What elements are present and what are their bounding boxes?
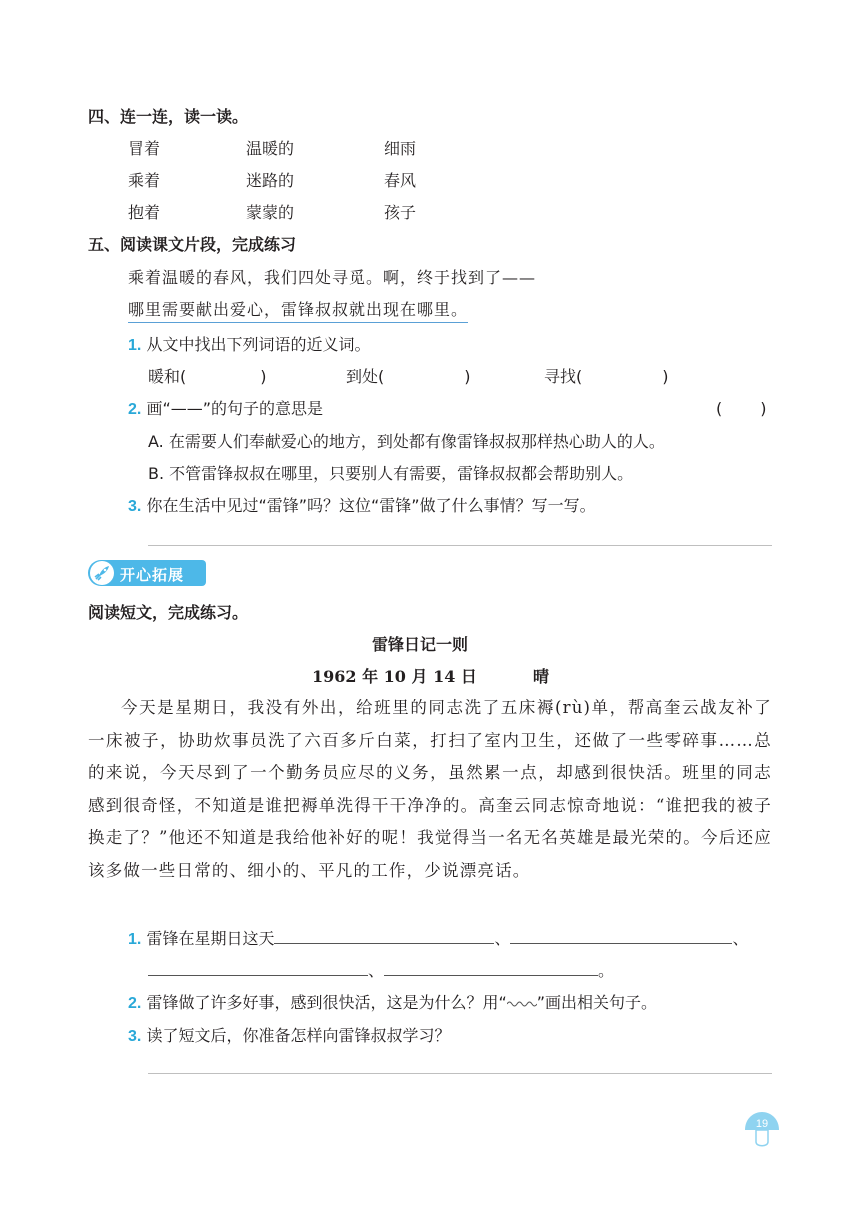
q5-1-number: 1. (128, 337, 142, 354)
match-left-3: 抱着 (128, 203, 161, 222)
reading-q1-line2 (148, 958, 614, 981)
reading-q2-text-a: 雷锋做了许多好事，感到很快活，这是为什么？用“ (146, 993, 507, 1012)
wavy-line-icon (507, 1000, 537, 1008)
excerpt-line-2-underlined: 哪里需要献出爱心，雷锋叔叔就出现在哪里。 (128, 297, 468, 323)
reading-q3-text: 读了短文后，你准备怎样向雷锋叔叔学习？ (146, 1026, 451, 1045)
answer-line-reading-q3[interactable] (148, 1073, 772, 1074)
synonym-3-label: 寻找( (544, 367, 583, 386)
q5-2-answer-paren[interactable]: ( ) (716, 399, 769, 418)
reading-q1-end: 。 (598, 961, 615, 980)
answer-line-q5-3[interactable] (148, 545, 772, 546)
reading-q1-text: 雷锋在星期日这天 (146, 929, 275, 948)
match-mid-3: 蒙蒙的 (246, 203, 295, 222)
q5-1-text: 从文中找出下列词语的近义词。 (146, 335, 371, 354)
page-number: 19 (755, 1118, 769, 1130)
synonym-2 (346, 364, 471, 387)
reading-q1-number: 1. (128, 931, 142, 948)
reading-q1-blank-4[interactable] (384, 959, 598, 976)
q5-3 (128, 493, 596, 516)
page-number-badge (742, 1108, 782, 1152)
option-b: B. 不管雷锋叔叔在哪里，只要别人有需要，雷锋叔叔都会帮助别人。 (148, 464, 634, 483)
reading-q3 (128, 1023, 450, 1046)
section4-title: 四、连一连，读一读。 (88, 107, 249, 126)
match-mid-1: 温暖的 (246, 139, 295, 158)
reading-q1-sep-1: 、 (494, 929, 511, 948)
reading-q2-number: 2. (128, 995, 142, 1012)
reading-q2-text-b: ”画出相关句子。 (536, 993, 658, 1012)
diary-weather: 晴 (533, 667, 550, 686)
q5-1 (128, 332, 370, 355)
expansion-banner (88, 560, 206, 586)
match-mid-2: 迷路的 (246, 171, 295, 190)
match-right-2: 春风 (384, 171, 417, 190)
diary-title: 雷锋日记一则 (372, 635, 469, 654)
q5-3-number: 3. (128, 498, 142, 515)
match-right-3: 孩子 (384, 203, 417, 222)
section5-title: 五、阅读课文片段，完成练习 (88, 235, 297, 254)
reading-q1-blank-3[interactable] (148, 959, 368, 976)
reading-q1-blank-1[interactable] (274, 927, 494, 944)
q5-2 (128, 396, 323, 419)
diary-paragraph: 今天是星期日，我没有外出，给班里的同志洗了五床褥(rù)单，帮高奎云战友补了一床被子，协助炊事员洗了六百多斤白菜，打扫了室内卫生，还做了一些零碎事……总的来说，今天尽到了一个勤务员应尽的义务，虽然累一点，却感到很快活。班里的同志感到很奇怪，不知道是谁把褥单洗得干干净净的。高奎云同志惊奇地说：“谁把我的被子换走了？”他还不知道是我给他补好的呢！我觉得当一名无名英雄是最光荣的。今后还应该多做一些日常的、细小的、平凡的工作，少说漂亮话。 (88, 698, 772, 880)
diary-passage (88, 692, 772, 887)
q5-2-number: 2. (128, 401, 142, 418)
match-right-1: 细雨 (384, 139, 417, 158)
reading-q1 (128, 926, 748, 949)
rocket-icon (90, 561, 114, 585)
reading-q2 (128, 990, 657, 1013)
synonym-3-close: ) (662, 367, 669, 386)
reading-q1-blank-2[interactable] (510, 927, 732, 944)
banner-label: 开心拓展 (120, 566, 185, 584)
excerpt-line-1: 乘着温暖的春风，我们四处寻觅。啊，终于找到了—— (128, 268, 537, 287)
reading-q1-sep-3: 、 (368, 961, 385, 980)
reading-intro: 阅读短文，完成练习。 (88, 603, 249, 622)
match-left-2: 乘着 (128, 171, 161, 190)
synonym-3 (544, 364, 669, 387)
q5-2-text: 画“——”的句子的意思是 (146, 399, 324, 418)
synonym-1 (148, 364, 267, 387)
mushroom-icon (742, 1108, 782, 1152)
reading-q3-number: 3. (128, 1028, 142, 1045)
match-left-1: 冒着 (128, 139, 161, 158)
option-a: A. 在需要人们奉献爱心的地方，到处都有像雷锋叔叔那样热心助人的人。 (148, 432, 665, 451)
q5-3-text: 你在生活中见过“雷锋”吗？这位“雷锋”做了什么事情？写一写。 (146, 496, 596, 515)
diary-date: 1962 年 10 月 14 日 (312, 667, 477, 686)
synonym-1-label: 暖和( (148, 367, 187, 386)
synonym-2-label: 到处( (346, 367, 385, 386)
synonym-1-close: ) (260, 367, 267, 386)
synonym-2-close: ) (464, 367, 471, 386)
reading-q1-sep-2: 、 (732, 929, 749, 948)
